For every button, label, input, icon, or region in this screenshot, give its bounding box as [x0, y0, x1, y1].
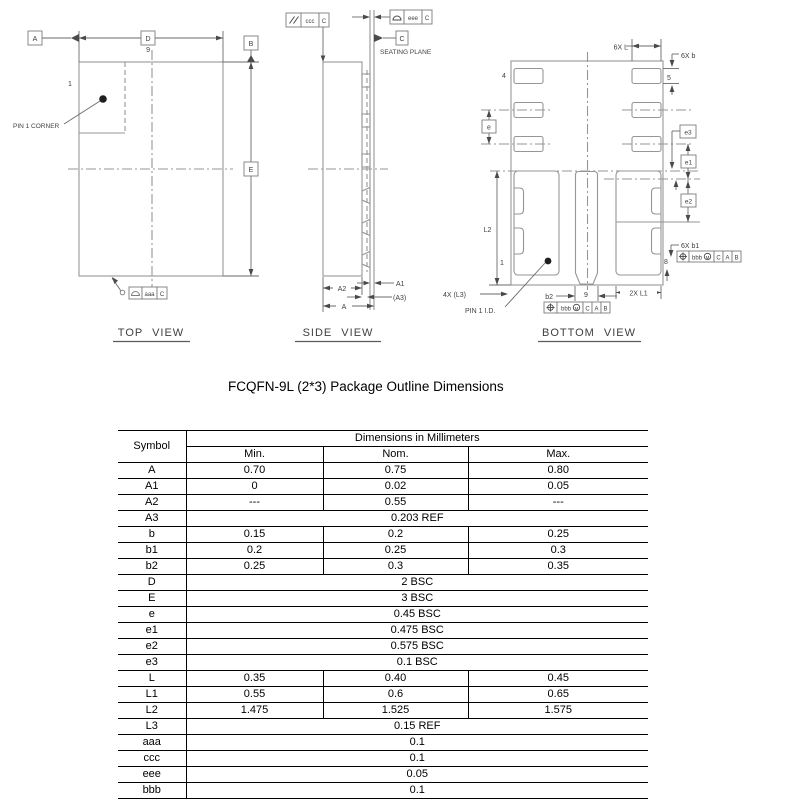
fcf-profile-box	[129, 287, 142, 299]
max-cell: 0.25	[468, 527, 648, 543]
table-subheader-row	[118, 447, 648, 463]
symbol-cell: L3	[118, 719, 186, 735]
symbol-cell: L1	[118, 687, 186, 703]
fcf-aaa-label: aaa	[144, 292, 155, 298]
dim-a1-label: A1	[396, 281, 405, 288]
dim-a-label: A	[341, 304, 347, 311]
dim-l2-label: L2	[483, 227, 492, 234]
datum-c-label: C	[399, 36, 405, 43]
max-cell: 0.80	[468, 463, 648, 479]
nom-cell: 0.02	[323, 479, 468, 495]
dim-6xb-label: 6X b	[681, 53, 696, 60]
value-cell: 2 BSC	[186, 575, 648, 591]
fcf-ccc-datum-label: C	[321, 19, 327, 25]
nom-cell: 0.75	[323, 463, 468, 479]
pin1-label: 1	[68, 81, 72, 88]
dim-e-label: E	[248, 167, 254, 174]
dim-a3-label: (A3)	[393, 295, 407, 302]
pin1-id-dot	[545, 258, 552, 265]
table-row	[118, 719, 648, 735]
symbol-cell: E	[118, 591, 186, 607]
pad	[514, 69, 543, 84]
nom-cell: 0.55	[323, 495, 468, 511]
fcf-aaa-datum-label: C	[159, 292, 165, 298]
dim-e1-label: e1	[684, 159, 693, 167]
value-cell: 0.1	[186, 735, 648, 751]
col-header-group: Dimensions in Millimeters	[186, 431, 648, 447]
table-row	[118, 639, 648, 655]
value-cell: 0.475 BSC	[186, 623, 648, 639]
symbol-cell: A3	[118, 511, 186, 527]
value-cell: 0.1	[186, 751, 648, 767]
fcf-b1-d1-label: C	[716, 255, 721, 262]
datum-a-label: A	[32, 36, 38, 43]
symbol-cell: A2	[118, 495, 186, 511]
pin1-id-label: PIN 1 I.D.	[465, 308, 496, 315]
pad-pin8	[616, 171, 661, 275]
max-cell: 0.05	[468, 479, 648, 495]
fcf-bbb-label: bbb	[560, 306, 572, 313]
pin1-num-label: 1	[500, 260, 504, 267]
pin4-label: 4	[502, 73, 506, 80]
dim-b2-label: b2	[545, 294, 553, 301]
nom-cell: 0.2	[323, 527, 468, 543]
table-row	[118, 735, 648, 751]
value-cell: 0.1	[186, 783, 648, 799]
top-view-label: TOP VIEW	[117, 327, 185, 339]
fcf-parallelism-box	[286, 13, 301, 27]
fcf-eee-label: eee	[407, 16, 419, 22]
min-cell: 0.70	[186, 463, 323, 479]
value-cell: 0.45 BSC	[186, 607, 648, 623]
col-header-max: Max.	[468, 447, 648, 463]
pin5-label: 5	[667, 75, 671, 82]
min-cell: 0.35	[186, 671, 323, 687]
min-cell: ---	[186, 495, 323, 511]
dim-6xl-label: 6X L	[613, 44, 628, 52]
top-view-drawing	[13, 31, 259, 342]
fcf-b1-d3-label: B	[734, 255, 739, 262]
value-cell: 0.1 BSC	[186, 655, 648, 671]
side-view-drawing	[286, 10, 432, 342]
page-title: FCQFN-9L (2*3) Package Outline Dimensions	[228, 379, 504, 394]
table-row	[118, 575, 648, 591]
table-row	[118, 543, 648, 559]
symbol-cell: eee	[118, 767, 186, 783]
dim-a2-label: A2	[337, 286, 347, 293]
symbol-cell: ccc	[118, 751, 186, 767]
pin1-corner-dot	[99, 95, 107, 103]
symbol-cell: e	[118, 607, 186, 623]
min-cell: 0.2	[186, 543, 323, 559]
max-cell: 0.35	[468, 559, 648, 575]
dim-l3-label: 4X (L3)	[443, 292, 466, 299]
pin1-corner-label: PIN 1 CORNER	[13, 123, 60, 130]
pad-pin1	[514, 171, 559, 275]
min-cell: 0.25	[186, 559, 323, 575]
symbol-cell: b2	[118, 559, 186, 575]
dim-e3-label: e3	[684, 129, 692, 137]
table-row	[118, 751, 648, 767]
dimensions-table	[118, 430, 648, 799]
dim-6xb1-label: 6X b1	[681, 243, 700, 250]
fcf-b1-bbb-label: bbb	[691, 255, 703, 262]
datum-a-triangle	[71, 34, 79, 42]
fcf-flatness-box	[390, 10, 404, 24]
table-row	[118, 687, 648, 703]
fcf-b1-d2-label: A	[725, 255, 730, 262]
datum-b-label: B	[248, 41, 254, 48]
table-row	[118, 479, 648, 495]
table-row	[118, 783, 648, 799]
fcf-ccc-label: ccc	[305, 19, 315, 25]
nom-cell: 1.525	[323, 703, 468, 719]
symbol-cell: L	[118, 671, 186, 687]
dim-2xl1-label: 2X L1	[629, 290, 648, 298]
bottom-view-label: BOTTOM VIEW	[541, 327, 637, 339]
max-cell: 1.575	[468, 703, 648, 719]
dim-d-label: D	[145, 36, 151, 43]
table-row	[118, 671, 648, 687]
min-cell: 0.55	[186, 687, 323, 703]
fcf-bbb-d1-label: C	[585, 306, 590, 313]
symbol-cell: D	[118, 575, 186, 591]
pin8-label: 8	[664, 259, 668, 266]
max-cell: 0.45	[468, 671, 648, 687]
max-cell: ---	[468, 495, 648, 511]
fcf-bbb-d3-label: B	[603, 306, 608, 313]
nom-cell: 0.25	[323, 543, 468, 559]
table-row	[118, 463, 648, 479]
min-cell: 0	[186, 479, 323, 495]
table-row	[118, 655, 648, 671]
fcf-bbb-d2-label: A	[594, 306, 599, 313]
side-view-label: SIDE VIEW	[302, 327, 374, 339]
max-cell: 0.3	[468, 543, 648, 559]
table-row	[118, 495, 648, 511]
nom-cell: 0.40	[323, 671, 468, 687]
value-cell: 0.15 REF	[186, 719, 648, 735]
dim-e-label: e	[487, 124, 491, 132]
min-cell: 0.15	[186, 527, 323, 543]
fcf-bbb-mod-label: M	[574, 305, 579, 311]
table-header-row	[118, 431, 648, 447]
value-cell: 0.575 BSC	[186, 639, 648, 655]
bottom-view-drawing	[443, 39, 741, 342]
symbol-cell: A	[118, 463, 186, 479]
nom-cell: 0.6	[323, 687, 468, 703]
symbol-cell: bbb	[118, 783, 186, 799]
col-header-nom: Nom.	[323, 447, 468, 463]
package-drawings	[0, 0, 785, 370]
col-header-symbol: Symbol	[118, 431, 186, 463]
pad-pin9	[576, 172, 598, 285]
symbol-cell: A1	[118, 479, 186, 495]
value-cell: 0.203 REF	[186, 511, 648, 527]
fcf-eee-datum-label: C	[424, 16, 430, 22]
max-cell: 0.65	[468, 687, 648, 703]
col-header-min: Min.	[186, 447, 323, 463]
datum-b-triangle	[247, 55, 255, 62]
datum-c-triangle	[374, 34, 383, 42]
symbol-cell: L2	[118, 703, 186, 719]
table-row	[118, 607, 648, 623]
nom-cell: 0.3	[323, 559, 468, 575]
symbol-cell: aaa	[118, 735, 186, 751]
table-row	[118, 623, 648, 639]
pin9-num-label: 9	[584, 292, 588, 299]
symbol-cell: e2	[118, 639, 186, 655]
dim-e2-label: e2	[684, 198, 693, 206]
value-cell: 0.05	[186, 767, 648, 783]
table-row	[118, 559, 648, 575]
seating-plane-label: SEATING PLANE	[380, 49, 432, 56]
symbol-cell: e3	[118, 655, 186, 671]
pin9-label: 9	[146, 47, 150, 54]
min-cell: 1.475	[186, 703, 323, 719]
symbol-cell: e1	[118, 623, 186, 639]
symbol-cell: b	[118, 527, 186, 543]
table-row	[118, 527, 648, 543]
value-cell: 3 BSC	[186, 591, 648, 607]
table-row	[118, 511, 648, 527]
table-row	[118, 591, 648, 607]
table-row	[118, 703, 648, 719]
symbol-cell: b1	[118, 543, 186, 559]
table-row	[118, 767, 648, 783]
fcf-b1-mod-label: M	[705, 254, 710, 260]
